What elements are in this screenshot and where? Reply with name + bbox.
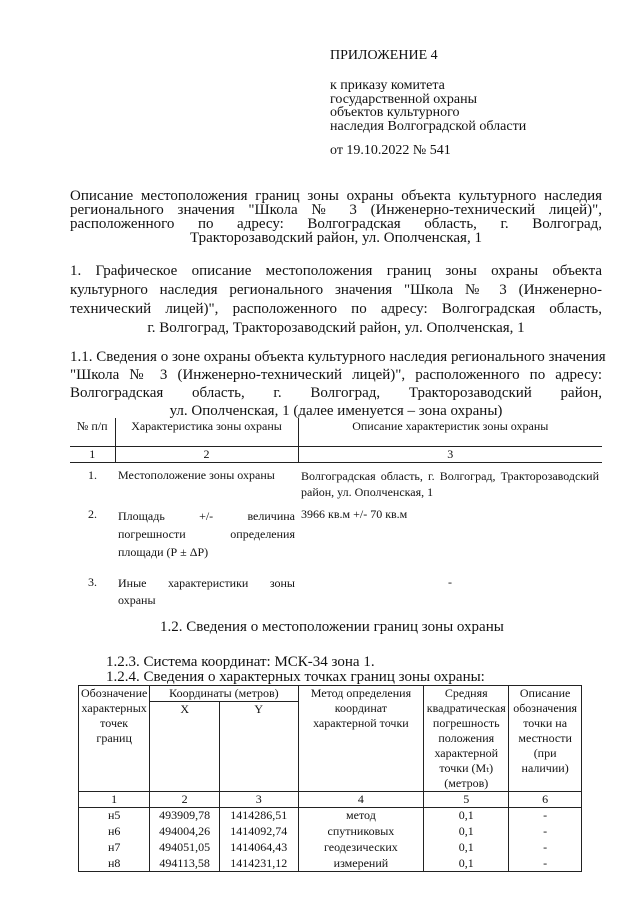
error-cell: 0,1 [424, 856, 509, 872]
table-row [70, 574, 602, 614]
method-cell: геодезических [298, 840, 424, 856]
section-1-1-line: ул. Ополченская, 1 (далее именуется – зона охраны) [169, 403, 503, 419]
title-line: регионального значения "Школа № 3 (Инженерно-технический лицей)", [70, 202, 602, 218]
header-error: Средняя квадратическая погрешность положения характерной точки (Mₜ) (метров) [424, 686, 509, 792]
section-1-1-line: 1.1. Сведения о зоне охраны объекта культурного наследия регионального значения [70, 349, 606, 365]
error-cell: 0,1 [424, 824, 509, 840]
row-num: 3. [88, 575, 97, 589]
error-cell: 0,1 [424, 808, 509, 824]
method-cell: измерений [298, 856, 424, 872]
row-num: 1. [88, 467, 97, 482]
table-row [70, 506, 602, 574]
index-cell: 3 [298, 446, 602, 462]
order-reference [330, 79, 526, 133]
order-date: от 19.10.2022 № 541 [330, 143, 451, 158]
x-cell: 493909,78 [150, 808, 220, 824]
index-cell: 5 [424, 792, 509, 808]
point-cell: н7 [79, 840, 150, 856]
x-cell: 494051,05 [150, 840, 220, 856]
method-cell: метод [298, 808, 424, 824]
header-y: Y [220, 702, 299, 792]
index-cell: 2 [150, 792, 220, 808]
order-line: к приказу комитета [330, 78, 445, 93]
table-row [70, 462, 602, 506]
header-note: Описание обозначения точки на местности (при наличии) [509, 686, 582, 792]
section-1-line: технический лицей)", расположенного по адресу: Волгоградская область, [70, 301, 602, 317]
index-cell: 1 [79, 792, 150, 808]
table-header-row [70, 418, 602, 446]
section-1-2-title: 1.2. Сведения о местоположении границ зоны охраны [160, 619, 504, 635]
note-cell: - [543, 824, 548, 838]
index-cell: 3 [220, 792, 299, 808]
point-cell: н6 [79, 824, 150, 840]
table-row [79, 840, 582, 856]
note-cell: - [543, 855, 548, 870]
zone-characteristics-table [70, 418, 602, 614]
order-line: государственной охраны [330, 91, 478, 107]
boundary-points-table [78, 685, 582, 872]
table-header-row [79, 686, 582, 702]
x-cell: 494113,58 [150, 856, 220, 872]
header-x: X [150, 702, 220, 792]
title-line: Тракторозаводский район, ул. Ополченская, 1 [190, 230, 482, 246]
order-line: объектов культурного [330, 105, 460, 120]
table-index-row [79, 792, 582, 808]
y-cell: 1414286,51 [220, 808, 299, 824]
row-description: 3966 кв.м +/- 70 кв.м [301, 507, 408, 521]
section-1-1-line: "Школа № 3 (Инженерно-технический лицей)", расположенного по адресу: [70, 367, 602, 383]
appendix-title: ПРИЛОЖЕНИЕ 4 [330, 48, 438, 63]
header-num: № п/п [70, 418, 115, 446]
y-cell: 1414092,74 [220, 824, 299, 840]
header-point-designation: Обозначение характерных точек границ [79, 686, 150, 792]
method-cell: спутниковых [298, 824, 424, 840]
index-cell: 1 [70, 446, 115, 462]
table-row [79, 824, 582, 840]
row-description: Волгоградская область, г. Волгоград, Тракторозаводский район, ул. Ополченская, 1 [301, 468, 599, 499]
row-num: 2. [88, 507, 97, 521]
header-coordinates: Координаты (метров) [150, 686, 298, 702]
row-description: - [448, 575, 452, 589]
error-cell: 0,1 [424, 840, 509, 856]
y-cell: 1414231,12 [220, 856, 299, 872]
note-cell: - [543, 840, 548, 854]
section-1-2-3: 1.2.3. Система координат: МСК-34 зона 1. [106, 654, 375, 670]
index-cell: 2 [115, 446, 298, 462]
title-line: Описание местоположения границ зоны охраны объекта культурного наследия [70, 188, 602, 204]
point-cell: н8 [79, 856, 150, 872]
section-1-line: культурного наследия регионального значения "Школа № 3 (Инженерно- [70, 282, 602, 298]
section-1-line: 1. Графическое описание местоположения границ зоны охраны объекта [70, 263, 602, 279]
note-cell: - [543, 808, 548, 823]
y-cell: 1414064,43 [220, 840, 299, 856]
header-characteristic: Характеристика зоны охраны [115, 418, 298, 446]
document-title [70, 189, 602, 245]
header-method: Метод определения координат характерной точки [298, 686, 424, 792]
section-1-line: г. Волгоград, Тракторозаводский район, ул. Ополченская, 1 [147, 320, 525, 336]
section-1-1-line: Волгоградская область, г. Волгоград, Тракторозаводский район, [70, 385, 602, 401]
index-cell: 4 [298, 792, 424, 808]
row-characteristic: Местоположение зоны охраны [118, 467, 275, 482]
header-description: Описание характеристик зоны охраны [298, 418, 602, 446]
row-characteristic: Площадь +/- величина погрешности определения площади (Р ± ΔР) [118, 509, 295, 559]
title-line: расположенного по адресу: Волгоградская область, г. Волгоград, [70, 216, 602, 232]
order-line: наследия Волгоградской области [330, 118, 527, 134]
section-1-2-4: 1.2.4. Сведения о характерных точках границ зоны охраны: [106, 669, 485, 685]
section-1 [70, 262, 602, 338]
table-row [79, 808, 582, 824]
table-index-row [70, 446, 602, 462]
row-characteristic: Иные характеристики зоны охраны [118, 576, 295, 607]
section-1-1 [70, 348, 606, 420]
table-row [79, 856, 582, 872]
x-cell: 494004,26 [150, 824, 220, 840]
point-cell: н5 [79, 808, 150, 824]
index-cell: 6 [509, 792, 582, 808]
